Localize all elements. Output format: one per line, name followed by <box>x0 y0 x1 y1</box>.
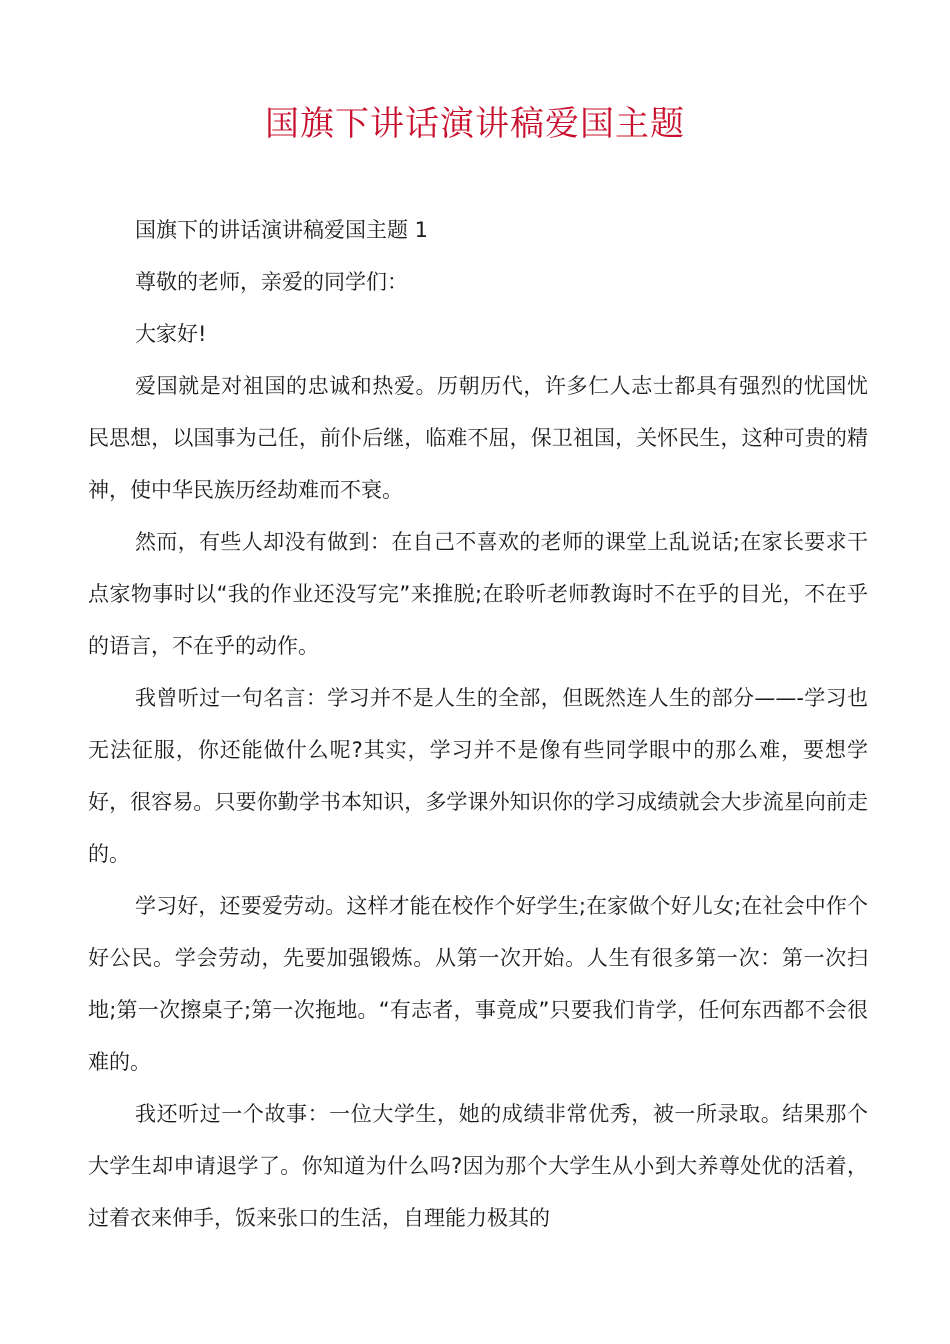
salutation-paragraph: 尊敬的老师，亲爱的同学们： <box>135 270 408 294</box>
body-paragraph: 我曾听过一句名言：学习并不是人生的全部，但既然连人生的部分——-学习也无法征服，你还能做什么呢?其实，学习并不是像有些同学眼中的那么难，要想学好，很容易。只要你勤学书本知识，多学课外知识你的学习成绩就会大步流星向前走的。 <box>88 686 868 866</box>
subtitle-paragraph: 国旗下的讲话演讲稿爱国主题 1 <box>135 218 429 242</box>
greeting-paragraph: 大家好! <box>135 322 207 346</box>
document-title: 国旗下讲话演讲稿爱国主题 <box>265 104 685 144</box>
body-paragraph: 爱国就是对祖国的忠诚和热爱。历朝历代，许多仁人志士都具有强烈的忧国忧民思想，以国事为己任，前仆后继，临难不屈，保卫祖国，关怀民生，这种可贵的精神，使中华民族历经劫难而不衰。 <box>88 374 868 502</box>
document-body <box>88 204 868 1244</box>
body-paragraph: 然而，有些人却没有做到：在自己不喜欢的老师的课堂上乱说话;在家长要求干点家物事时以“我的作业还没写完”来推脱;在聆听老师教诲时不在乎的目光，不在乎的语言，不在乎的动作。 <box>88 530 868 658</box>
body-paragraph: 学习好，还要爱劳动。这样才能在校作个好学生;在家做个好儿女;在社会中作个好公民。学会劳动，先要加强锻炼。从第一次开始。人生有很多第一次：第一次扫地;第一次擦桌子;第一次拖地。“有志者，事竟成”只要我们肯学，任何东西都不会很难的。 <box>88 894 868 1074</box>
body-paragraph: 我还听过一个故事：一位大学生，她的成绩非常优秀，被一所录取。结果那个大学生却申请退学了。你知道为什么吗?因为那个大学生从小到大养尊处优的活着，过着衣来伸手，饭来张口的生活，自理能力极其的 <box>88 1102 868 1230</box>
